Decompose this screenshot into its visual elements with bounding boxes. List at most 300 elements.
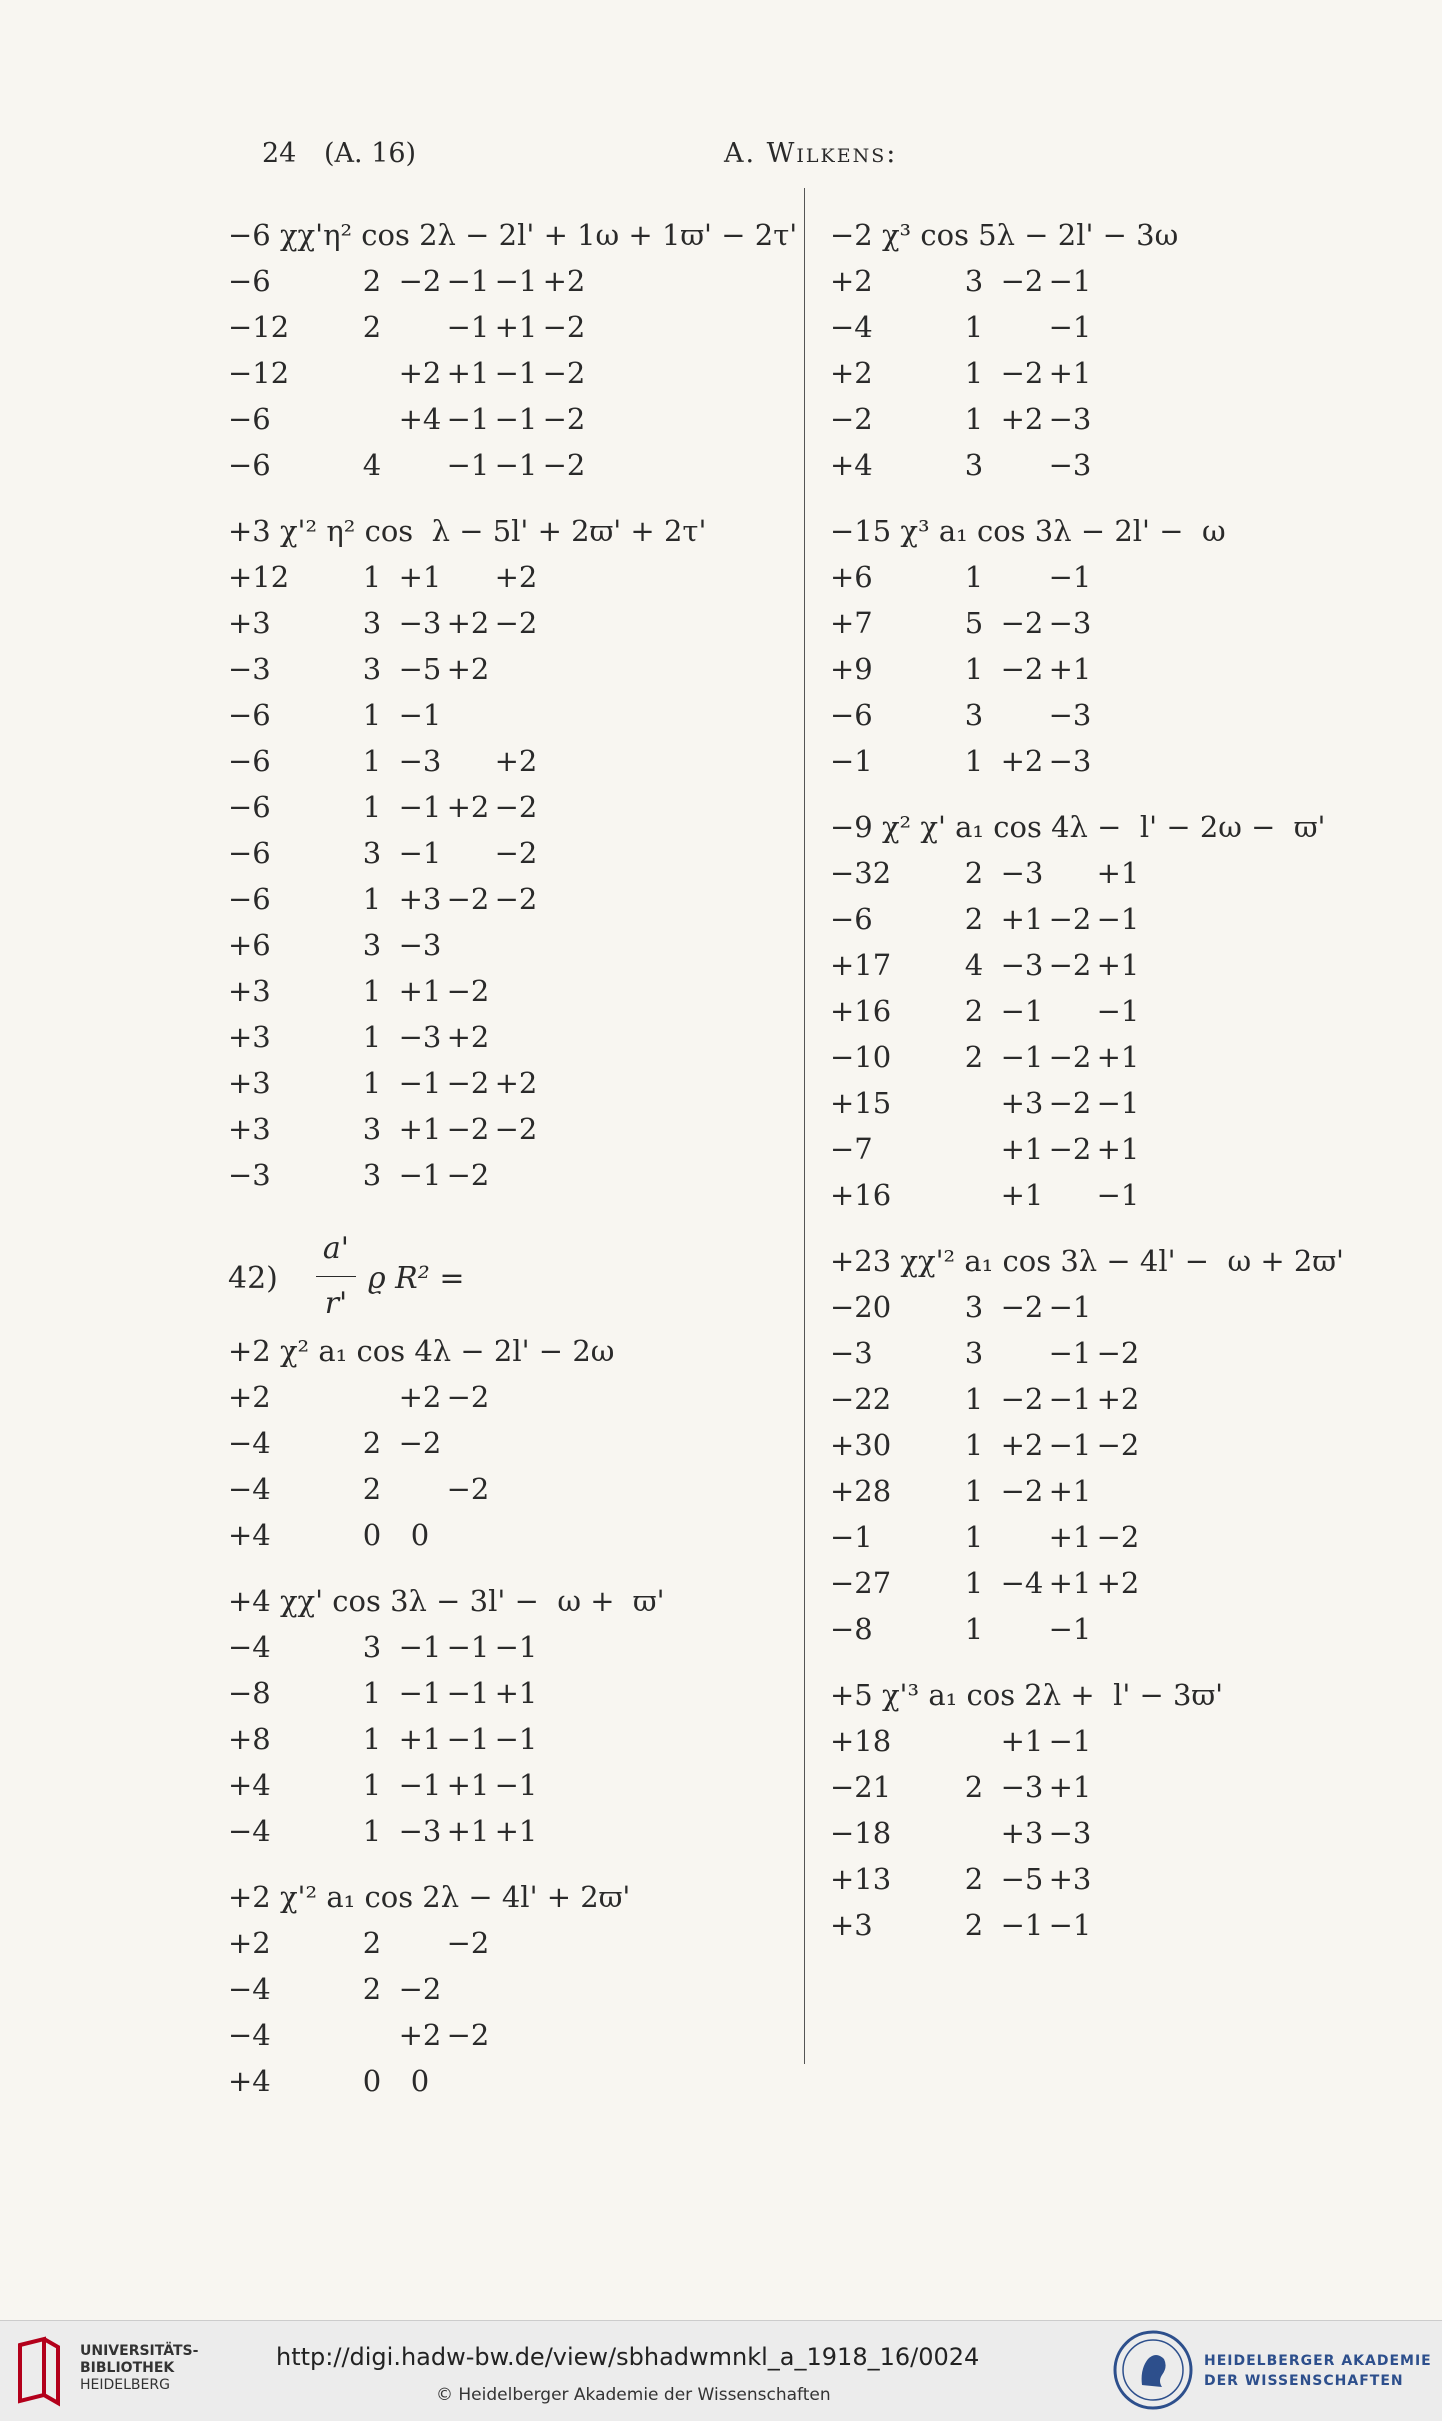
argument-multiplier: −2 <box>446 2018 490 2052</box>
term-header: −6 χχ'η² cos 2λ − 2l' + 1ω + 1ϖ' − 2τ' <box>228 218 798 252</box>
coefficient: +3 <box>228 974 271 1008</box>
argument-multiplier: +1 <box>398 1722 442 1756</box>
coefficient-row <box>228 968 800 1014</box>
equation-heading <box>228 1218 800 1328</box>
argument-multiplier: 3 <box>964 1336 984 1370</box>
coefficient: −4 <box>228 1630 271 1664</box>
fraction-numerator: a' <box>322 1231 350 1266</box>
term-block <box>830 1672 1410 1948</box>
coefficient-row <box>228 1152 800 1198</box>
argument-multiplier: −2 <box>446 1926 490 1960</box>
coefficient-row <box>228 2012 800 2058</box>
coefficient-row <box>830 1902 1410 1948</box>
coefficient-row <box>830 1284 1410 1330</box>
coefficient: −18 <box>830 1816 892 1850</box>
argument-multiplier: −1 <box>1048 1724 1092 1758</box>
coefficient-row <box>228 646 800 692</box>
argument-multiplier: −1 <box>1048 1908 1092 1942</box>
argument-multiplier: −2 <box>398 1972 442 2006</box>
coefficient: −6 <box>228 448 271 482</box>
coefficient: +7 <box>830 606 873 640</box>
argument-multiplier: 1 <box>964 1612 984 1646</box>
coefficient-row <box>228 396 800 442</box>
coefficient: −3 <box>830 1336 873 1370</box>
argument-multiplier: −3 <box>398 928 442 962</box>
coefficient: +6 <box>830 560 873 594</box>
argument-multiplier: −3 <box>1048 402 1092 436</box>
argument-multiplier: −3 <box>1048 698 1092 732</box>
argument-multiplier: +1 <box>1000 902 1044 936</box>
coefficient: −12 <box>228 356 290 390</box>
argument-multiplier: +1 <box>1096 856 1140 890</box>
term-header: −2 χ³ cos 5λ − 2l' − 3ω <box>830 218 1179 252</box>
argument-multiplier: −3 <box>1048 606 1092 640</box>
argument-multiplier: 1 <box>362 1020 382 1054</box>
argument-multiplier: −1 <box>1048 1336 1092 1370</box>
coefficient-row <box>228 1808 800 1854</box>
coefficient-row <box>228 442 800 488</box>
argument-multiplier: −1 <box>494 356 538 390</box>
coefficient: −4 <box>228 1814 271 1848</box>
argument-multiplier: −1 <box>494 1722 538 1756</box>
coefficient: +8 <box>228 1722 271 1756</box>
argument-multiplier: −2 <box>494 882 538 916</box>
coefficient-row <box>830 692 1410 738</box>
argument-multiplier: 3 <box>362 606 382 640</box>
coefficient: −8 <box>830 1612 873 1646</box>
argument-multiplier: −2 <box>446 1158 490 1192</box>
argument-multiplier: 3 <box>362 836 382 870</box>
coefficient: −4 <box>228 1426 271 1460</box>
argument-multiplier: −2 <box>1048 1132 1092 1166</box>
argument-multiplier: +1 <box>1000 1132 1044 1166</box>
argument-multiplier: +2 <box>446 1020 490 1054</box>
coefficient-row <box>228 1466 800 1512</box>
term-block <box>228 1578 800 1854</box>
coefficient-row <box>830 1422 1410 1468</box>
argument-multiplier: +1 <box>1000 1178 1044 1212</box>
argument-multiplier: −3 <box>1048 1816 1092 1850</box>
argument-multiplier: −1 <box>1000 1908 1044 1942</box>
coefficient-row <box>830 738 1410 784</box>
coefficient: −6 <box>228 836 271 870</box>
argument-multiplier: −2 <box>1048 902 1092 936</box>
coefficient: +28 <box>830 1474 892 1508</box>
coefficient: −1 <box>830 1520 873 1554</box>
argument-multiplier: +2 <box>1000 402 1044 436</box>
fraction <box>316 1226 356 1327</box>
argument-multiplier: 2 <box>964 1040 984 1074</box>
argument-multiplier: +2 <box>1096 1382 1140 1416</box>
argument-multiplier: −1 <box>1096 1086 1140 1120</box>
column-divider <box>804 188 805 2064</box>
argument-multiplier: −1 <box>1048 310 1092 344</box>
coefficient-row <box>228 554 800 600</box>
coefficient: +3 <box>830 1908 873 1942</box>
coefficient: +2 <box>830 356 873 390</box>
argument-multiplier: 3 <box>964 264 984 298</box>
argument-multiplier: +2 <box>446 790 490 824</box>
argument-multiplier: −1 <box>446 264 490 298</box>
argument-multiplier: 3 <box>362 928 382 962</box>
fraction-denominator: r' <box>324 1286 348 1321</box>
term-header: −15 χ³ a₁ cos 3λ − 2l' − ω <box>830 514 1226 548</box>
copyright-notice: © Heidelberger Akademie der Wissenschaften <box>436 2385 831 2405</box>
argument-multiplier: −2 <box>1000 652 1044 686</box>
argument-multiplier: +1 <box>1048 356 1092 390</box>
coefficient-row <box>228 692 800 738</box>
argument-multiplier: −3 <box>1048 744 1092 778</box>
coefficient-row <box>830 554 1410 600</box>
argument-multiplier: −1 <box>398 836 442 870</box>
argument-multiplier: −1 <box>494 264 538 298</box>
coefficient-row <box>830 1376 1410 1422</box>
argument-multiplier: −2 <box>1000 1382 1044 1416</box>
coefficient-row <box>228 1762 800 1808</box>
coefficient: −4 <box>228 1972 271 2006</box>
university-library-logo-icon[interactable] <box>14 2335 64 2407</box>
term-block <box>228 508 800 1198</box>
term-header: +2 χ² a₁ cos 4λ − 2l' − 2ω <box>228 1334 615 1368</box>
coefficient: +12 <box>228 560 290 594</box>
coefficient: −6 <box>228 698 271 732</box>
page-reference: (A. 16) <box>324 138 417 169</box>
argument-multiplier: −1 <box>1048 1290 1092 1324</box>
argument-multiplier: 4 <box>362 448 382 482</box>
coefficient-row <box>830 1514 1410 1560</box>
coefficient-row <box>228 830 800 876</box>
argument-multiplier: −1 <box>1096 902 1140 936</box>
argument-multiplier: +2 <box>398 2018 442 2052</box>
argument-multiplier: 1 <box>362 1814 382 1848</box>
argument-multiplier: −5 <box>398 652 442 686</box>
argument-multiplier: 1 <box>362 882 382 916</box>
argument-multiplier: −3 <box>398 1814 442 1848</box>
coefficient: +2 <box>830 264 873 298</box>
argument-multiplier: −1 <box>446 448 490 482</box>
coefficient-row <box>228 350 800 396</box>
argument-multiplier: 1 <box>362 790 382 824</box>
argument-multiplier: −1 <box>398 698 442 732</box>
argument-multiplier: +4 <box>398 402 442 436</box>
argument-multiplier: −2 <box>446 1380 490 1414</box>
argument-multiplier: −2 <box>1048 1040 1092 1074</box>
argument-multiplier: +3 <box>398 882 442 916</box>
coefficient-row <box>830 258 1410 304</box>
coefficient-row <box>830 1080 1410 1126</box>
coefficient: +16 <box>830 994 892 1028</box>
page-number: 24 <box>262 138 297 169</box>
argument-multiplier: +1 <box>1048 1474 1092 1508</box>
coefficient: −4 <box>228 2018 271 2052</box>
coefficient: −27 <box>830 1566 892 1600</box>
argument-multiplier: −1 <box>446 1676 490 1710</box>
coefficient-row <box>228 1670 800 1716</box>
coefficient-row <box>830 988 1410 1034</box>
argument-multiplier: −2 <box>1096 1428 1140 1462</box>
argument-multiplier: +1 <box>1048 1770 1092 1804</box>
argument-multiplier: +2 <box>446 606 490 640</box>
coefficient: −3 <box>228 1158 271 1192</box>
argument-multiplier: 1 <box>964 402 984 436</box>
university-library-label <box>80 2343 198 2394</box>
coefficient-row <box>228 1014 800 1060</box>
argument-multiplier: 3 <box>362 1158 382 1192</box>
term-block <box>830 804 1410 1218</box>
argument-multiplier: −2 <box>398 1426 442 1460</box>
argument-multiplier: 3 <box>964 1290 984 1324</box>
argument-multiplier: +1 <box>494 1814 538 1848</box>
coefficient-row <box>228 1106 800 1152</box>
coefficient-row <box>830 1718 1410 1764</box>
argument-multiplier: +1 <box>446 1768 490 1802</box>
argument-multiplier: −3 <box>398 744 442 778</box>
argument-multiplier: 1 <box>362 560 382 594</box>
argument-multiplier: 2 <box>362 310 382 344</box>
coefficient: −20 <box>830 1290 892 1324</box>
argument-multiplier: −3 <box>1048 448 1092 482</box>
coefficient: +18 <box>830 1724 892 1758</box>
coefficient-row <box>830 396 1410 442</box>
argument-multiplier: 1 <box>964 1382 984 1416</box>
argument-multiplier: 0 <box>410 1518 430 1552</box>
coefficient: +4 <box>228 1518 271 1552</box>
argument-multiplier: 2 <box>964 902 984 936</box>
argument-multiplier: −1 <box>1048 560 1092 594</box>
coefficient: +4 <box>830 448 873 482</box>
argument-multiplier: 0 <box>362 2064 382 2098</box>
term-header: +4 χχ' cos 3λ − 3l' − ω + ϖ' <box>228 1584 665 1618</box>
coefficient-row <box>228 600 800 646</box>
coefficient-row <box>830 1606 1410 1652</box>
term-header: −9 χ² χ' a₁ cos 4λ − l' − 2ω − ϖ' <box>830 810 1326 844</box>
coefficient-row <box>228 876 800 922</box>
argument-multiplier: +2 <box>494 560 538 594</box>
argument-multiplier: −1 <box>1000 1040 1044 1074</box>
coefficient: +2 <box>228 1380 271 1414</box>
coefficient: −21 <box>830 1770 892 1804</box>
coefficient-row <box>830 304 1410 350</box>
argument-multiplier: 1 <box>964 560 984 594</box>
argument-multiplier: −2 <box>1000 606 1044 640</box>
coefficient-row <box>830 1764 1410 1810</box>
argument-multiplier: 2 <box>362 1972 382 2006</box>
term-block <box>830 1238 1410 1652</box>
argument-multiplier: −2 <box>1000 356 1044 390</box>
argument-multiplier: +2 <box>494 1066 538 1100</box>
argument-multiplier: −2 <box>1000 1290 1044 1324</box>
right-column <box>830 212 1410 1968</box>
coefficient: +16 <box>830 1178 892 1212</box>
argument-multiplier: −3 <box>1000 948 1044 982</box>
coefficient: +3 <box>228 606 271 640</box>
argument-multiplier: 2 <box>362 264 382 298</box>
coefficient-row <box>228 738 800 784</box>
coefficient: +3 <box>228 1112 271 1146</box>
argument-multiplier: 3 <box>964 698 984 732</box>
argument-multiplier: −1 <box>398 790 442 824</box>
argument-multiplier: +1 <box>1048 1566 1092 1600</box>
argument-multiplier: −2 <box>1000 264 1044 298</box>
argument-multiplier: +3 <box>1000 1816 1044 1850</box>
argument-multiplier: −2 <box>446 974 490 1008</box>
coefficient: −7 <box>830 1132 873 1166</box>
term-header: +3 χ'² η² cos λ − 5l' + 2ϖ' + 2τ' <box>228 514 707 548</box>
argument-multiplier: 2 <box>362 1926 382 1960</box>
argument-multiplier: +1 <box>494 310 538 344</box>
argument-multiplier: −1 <box>1000 994 1044 1028</box>
argument-multiplier: 2 <box>964 994 984 1028</box>
argument-multiplier: −3 <box>398 606 442 640</box>
coefficient-row <box>830 1126 1410 1172</box>
coefficient-row <box>228 1716 800 1762</box>
argument-multiplier: 3 <box>964 448 984 482</box>
argument-multiplier: 1 <box>964 1520 984 1554</box>
argument-multiplier: +1 <box>398 560 442 594</box>
coefficient-row <box>228 1920 800 1966</box>
coefficient: −4 <box>228 1472 271 1506</box>
argument-multiplier: −1 <box>446 402 490 436</box>
argument-multiplier: −1 <box>1048 1428 1092 1462</box>
footer-bar <box>0 2320 1442 2421</box>
term-block <box>228 1874 800 2104</box>
coefficient-row <box>228 1966 800 2012</box>
argument-multiplier: +1 <box>1096 1040 1140 1074</box>
ub-line-2: BIBLIOTHEK <box>80 2360 175 2376</box>
argument-multiplier: −2 <box>1048 948 1092 982</box>
argument-multiplier: −1 <box>494 448 538 482</box>
argument-multiplier: 1 <box>964 1428 984 1462</box>
argument-multiplier: 5 <box>964 606 984 640</box>
coefficient: +4 <box>228 1768 271 1802</box>
coefficient-row <box>830 1560 1410 1606</box>
coefficient-row <box>830 1330 1410 1376</box>
argument-multiplier: −5 <box>1000 1862 1044 1896</box>
left-column <box>228 212 800 2124</box>
argument-multiplier: −2 <box>542 310 586 344</box>
argument-multiplier: −1 <box>446 1630 490 1664</box>
argument-multiplier: +1 <box>1096 948 1140 982</box>
coefficient: −4 <box>830 310 873 344</box>
argument-multiplier: −3 <box>1000 1770 1044 1804</box>
coefficient-row <box>228 1060 800 1106</box>
argument-multiplier: 0 <box>362 1518 382 1552</box>
argument-multiplier: −2 <box>1048 1086 1092 1120</box>
argument-multiplier: 2 <box>964 1862 984 1896</box>
argument-multiplier: −1 <box>446 310 490 344</box>
argument-multiplier: −4 <box>1000 1566 1044 1600</box>
argument-multiplier: 1 <box>964 652 984 686</box>
coefficient-row <box>830 646 1410 692</box>
argument-multiplier: +3 <box>1000 1086 1044 1120</box>
coefficient: −6 <box>228 264 271 298</box>
argument-multiplier: −1 <box>398 1066 442 1100</box>
argument-multiplier: 1 <box>964 356 984 390</box>
term-block <box>830 508 1410 784</box>
argument-multiplier: 2 <box>964 856 984 890</box>
argument-multiplier: −2 <box>446 1472 490 1506</box>
coefficient-row <box>830 1810 1410 1856</box>
argument-multiplier: −1 <box>1096 994 1140 1028</box>
running-author: A. Wilkens: <box>724 138 898 169</box>
argument-multiplier: −1 <box>1096 1178 1140 1212</box>
argument-multiplier: 1 <box>362 1768 382 1802</box>
coefficient-row <box>830 1856 1410 1902</box>
coefficient: −1 <box>830 744 873 778</box>
argument-multiplier: −1 <box>398 1768 442 1802</box>
argument-multiplier: +1 <box>398 974 442 1008</box>
argument-multiplier: +3 <box>1048 1862 1092 1896</box>
argument-multiplier: −2 <box>1000 1474 1044 1508</box>
coefficient-row <box>830 600 1410 646</box>
argument-multiplier: 1 <box>362 974 382 1008</box>
argument-multiplier: +2 <box>446 652 490 686</box>
coefficient-row <box>830 850 1410 896</box>
argument-multiplier: −3 <box>1000 856 1044 890</box>
ub-line-1: UNIVERSITÄTS- <box>80 2343 199 2359</box>
argument-multiplier: 2 <box>362 1426 382 1460</box>
argument-multiplier: 1 <box>362 1722 382 1756</box>
term-block <box>228 212 800 488</box>
argument-multiplier: −2 <box>494 836 538 870</box>
coefficient-row <box>228 784 800 830</box>
argument-multiplier: −1 <box>494 1768 538 1802</box>
argument-multiplier: +1 <box>1000 1724 1044 1758</box>
argument-multiplier: 1 <box>964 744 984 778</box>
argument-multiplier: −1 <box>494 402 538 436</box>
argument-multiplier: −1 <box>1048 1382 1092 1416</box>
page-header <box>262 138 1242 178</box>
argument-multiplier: 1 <box>362 1066 382 1100</box>
coefficient-row <box>228 922 800 968</box>
argument-multiplier: −3 <box>398 1020 442 1054</box>
argument-multiplier: +1 <box>1096 1132 1140 1166</box>
coefficient: −8 <box>228 1676 271 1710</box>
coefficient-row <box>830 1034 1410 1080</box>
argument-multiplier: +1 <box>446 1814 490 1848</box>
coefficient: −2 <box>830 402 873 436</box>
ub-line-3: HEIDELBERG <box>80 2377 170 2393</box>
argument-multiplier: −2 <box>494 606 538 640</box>
argument-multiplier: −2 <box>542 356 586 390</box>
coefficient-row <box>830 1172 1410 1218</box>
argument-multiplier: −2 <box>446 882 490 916</box>
coefficient: +2 <box>228 1926 271 1960</box>
argument-multiplier: +2 <box>398 1380 442 1414</box>
coefficient: +13 <box>830 1862 892 1896</box>
coefficient: +4 <box>228 2064 271 2098</box>
term-header: +23 χχ'² a₁ cos 3λ − 4l' − ω + 2ϖ' <box>830 1244 1344 1278</box>
argument-multiplier: −2 <box>494 1112 538 1146</box>
argument-multiplier: −2 <box>398 264 442 298</box>
academy-seal-icon[interactable] <box>1112 2329 1194 2411</box>
permalink-url[interactable]: http://digi.hadw-bw.de/view/sbhadwmnkl_a_1918_16/0024 <box>276 2343 980 2371</box>
coefficient: −6 <box>228 402 271 436</box>
argument-multiplier: +1 <box>494 1676 538 1710</box>
argument-multiplier: +1 <box>398 1112 442 1146</box>
coefficient-row <box>830 1468 1410 1514</box>
argument-multiplier: 3 <box>362 652 382 686</box>
argument-multiplier: 3 <box>362 1630 382 1664</box>
coefficient-row <box>228 1512 800 1558</box>
argument-multiplier: 2 <box>362 1472 382 1506</box>
coefficient: −6 <box>830 902 873 936</box>
coefficient: −32 <box>830 856 892 890</box>
argument-multiplier: −1 <box>1048 1612 1092 1646</box>
argument-multiplier: −2 <box>494 790 538 824</box>
coefficient: +3 <box>228 1066 271 1100</box>
argument-multiplier: 4 <box>964 948 984 982</box>
